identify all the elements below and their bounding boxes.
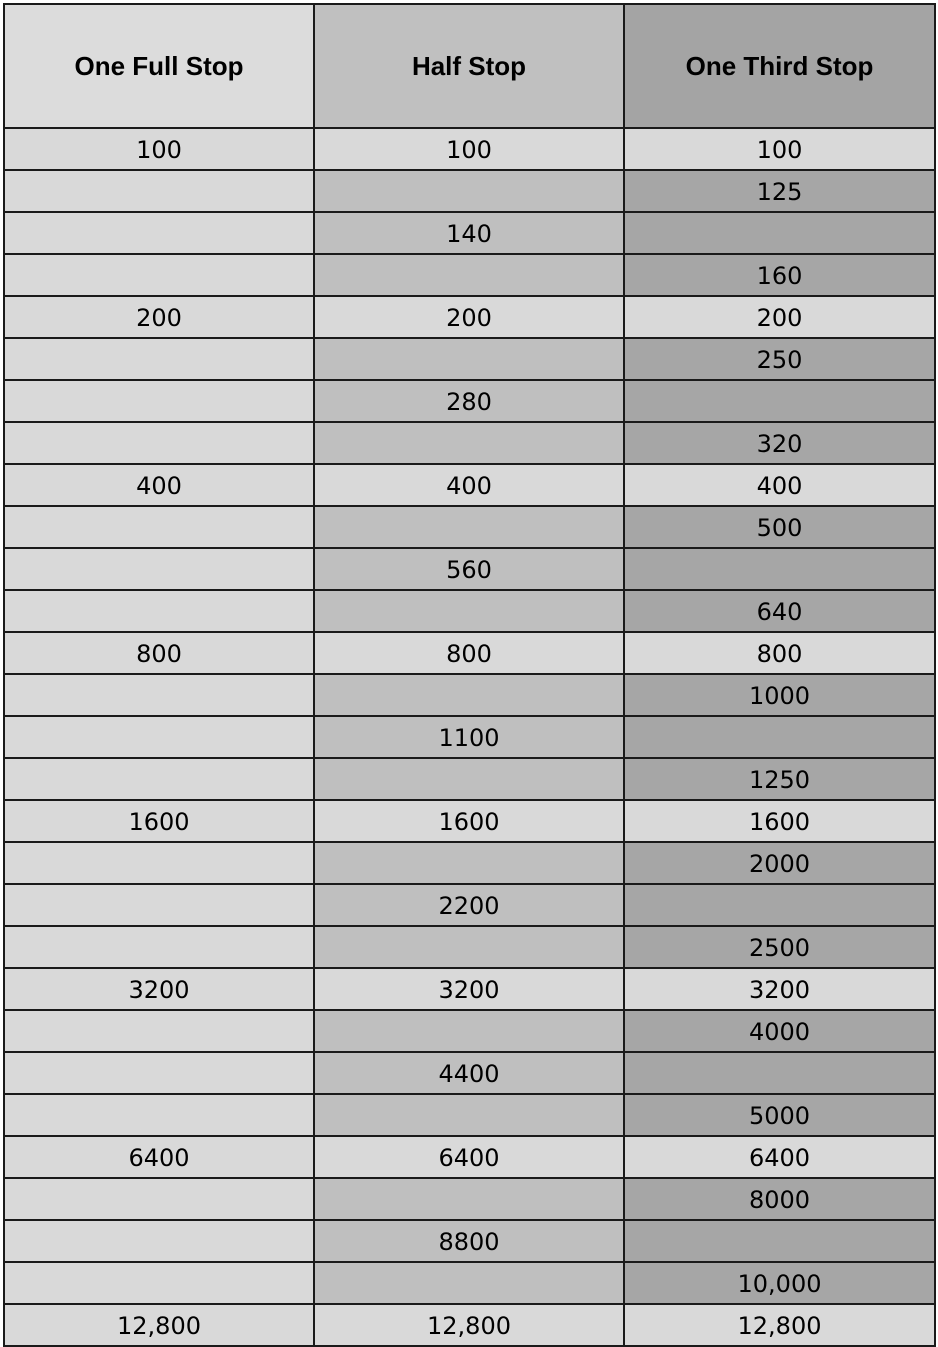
cell-one-full-stop xyxy=(4,506,314,548)
cell-one-full-stop: 100 xyxy=(4,128,314,170)
cell-half-stop xyxy=(314,1010,624,1052)
table-row xyxy=(4,380,935,422)
table-row xyxy=(4,1178,935,1220)
header-one-third-stop: One Third Stop xyxy=(624,4,935,128)
table-row xyxy=(4,254,935,296)
cell-half-stop xyxy=(314,170,624,212)
cell-half-stop: 100 xyxy=(314,128,624,170)
iso-stop-table xyxy=(3,3,936,1347)
table-row xyxy=(4,1052,935,1094)
cell-one-full-stop xyxy=(4,548,314,590)
cell-one-full-stop xyxy=(4,1262,314,1304)
cell-one-full-stop xyxy=(4,422,314,464)
cell-one-third-stop: 125 xyxy=(624,170,935,212)
cell-half-stop: 3200 xyxy=(314,968,624,1010)
cell-one-third-stop: 640 xyxy=(624,590,935,632)
cell-one-full-stop xyxy=(4,842,314,884)
cell-half-stop xyxy=(314,926,624,968)
cell-one-full-stop: 3200 xyxy=(4,968,314,1010)
cell-one-third-stop: 200 xyxy=(624,296,935,338)
cell-one-full-stop xyxy=(4,380,314,422)
header-row xyxy=(4,4,935,128)
cell-one-third-stop xyxy=(624,548,935,590)
table-row xyxy=(4,842,935,884)
cell-half-stop xyxy=(314,758,624,800)
cell-one-third-stop: 4000 xyxy=(624,1010,935,1052)
cell-one-third-stop: 320 xyxy=(624,422,935,464)
cell-one-third-stop: 1600 xyxy=(624,800,935,842)
cell-one-full-stop xyxy=(4,884,314,926)
cell-one-third-stop xyxy=(624,1220,935,1262)
cell-one-third-stop: 500 xyxy=(624,506,935,548)
cell-half-stop: 1100 xyxy=(314,716,624,758)
cell-half-stop: 8800 xyxy=(314,1220,624,1262)
cell-half-stop xyxy=(314,1262,624,1304)
table-row xyxy=(4,1220,935,1262)
cell-half-stop: 560 xyxy=(314,548,624,590)
cell-one-full-stop: 400 xyxy=(4,464,314,506)
cell-one-full-stop: 6400 xyxy=(4,1136,314,1178)
cell-one-third-stop: 3200 xyxy=(624,968,935,1010)
cell-one-full-stop xyxy=(4,338,314,380)
table-row xyxy=(4,506,935,548)
cell-one-third-stop: 5000 xyxy=(624,1094,935,1136)
table-row xyxy=(4,800,935,842)
cell-half-stop xyxy=(314,674,624,716)
table-row xyxy=(4,1010,935,1052)
table-row xyxy=(4,674,935,716)
table-row xyxy=(4,968,935,1010)
cell-half-stop xyxy=(314,1094,624,1136)
cell-one-third-stop xyxy=(624,884,935,926)
cell-one-third-stop xyxy=(624,716,935,758)
cell-one-third-stop: 400 xyxy=(624,464,935,506)
cell-one-full-stop xyxy=(4,758,314,800)
table-row xyxy=(4,884,935,926)
cell-half-stop: 2200 xyxy=(314,884,624,926)
cell-half-stop: 4400 xyxy=(314,1052,624,1094)
table-row xyxy=(4,590,935,632)
cell-half-stop: 1600 xyxy=(314,800,624,842)
table-row xyxy=(4,170,935,212)
table-row xyxy=(4,548,935,590)
table-row xyxy=(4,716,935,758)
cell-one-third-stop: 1000 xyxy=(624,674,935,716)
cell-one-full-stop xyxy=(4,716,314,758)
cell-one-third-stop xyxy=(624,212,935,254)
cell-half-stop: 280 xyxy=(314,380,624,422)
cell-one-third-stop: 12,800 xyxy=(624,1304,935,1346)
cell-half-stop: 200 xyxy=(314,296,624,338)
header-one-full-stop: One Full Stop xyxy=(4,4,314,128)
table-row xyxy=(4,296,935,338)
cell-half-stop xyxy=(314,842,624,884)
cell-one-full-stop: 1600 xyxy=(4,800,314,842)
cell-one-full-stop xyxy=(4,674,314,716)
table-row xyxy=(4,1262,935,1304)
table-row xyxy=(4,1304,935,1346)
table-header xyxy=(4,4,935,128)
header-half-stop: Half Stop xyxy=(314,4,624,128)
cell-half-stop xyxy=(314,1178,624,1220)
table-row xyxy=(4,1094,935,1136)
table-body xyxy=(4,128,935,1346)
cell-one-full-stop xyxy=(4,212,314,254)
cell-half-stop: 6400 xyxy=(314,1136,624,1178)
cell-one-third-stop: 800 xyxy=(624,632,935,674)
table-row xyxy=(4,758,935,800)
cell-one-full-stop: 12,800 xyxy=(4,1304,314,1346)
cell-one-full-stop xyxy=(4,254,314,296)
cell-one-third-stop: 8000 xyxy=(624,1178,935,1220)
cell-one-full-stop xyxy=(4,1052,314,1094)
cell-one-third-stop xyxy=(624,380,935,422)
table-row xyxy=(4,422,935,464)
cell-one-full-stop xyxy=(4,1178,314,1220)
cell-one-full-stop xyxy=(4,926,314,968)
cell-half-stop: 140 xyxy=(314,212,624,254)
table-row xyxy=(4,632,935,674)
cell-one-full-stop: 800 xyxy=(4,632,314,674)
cell-half-stop xyxy=(314,506,624,548)
table-row xyxy=(4,926,935,968)
cell-one-third-stop: 2000 xyxy=(624,842,935,884)
cell-one-third-stop: 2500 xyxy=(624,926,935,968)
table-row xyxy=(4,1136,935,1178)
cell-one-third-stop: 100 xyxy=(624,128,935,170)
table-row xyxy=(4,464,935,506)
cell-one-full-stop: 200 xyxy=(4,296,314,338)
cell-half-stop: 400 xyxy=(314,464,624,506)
cell-one-full-stop xyxy=(4,170,314,212)
table-row xyxy=(4,212,935,254)
cell-half-stop: 12,800 xyxy=(314,1304,624,1346)
cell-one-third-stop: 1250 xyxy=(624,758,935,800)
table-row xyxy=(4,128,935,170)
cell-one-full-stop xyxy=(4,590,314,632)
cell-half-stop xyxy=(314,338,624,380)
cell-one-third-stop xyxy=(624,1052,935,1094)
cell-one-third-stop: 160 xyxy=(624,254,935,296)
cell-half-stop xyxy=(314,254,624,296)
cell-one-third-stop: 6400 xyxy=(624,1136,935,1178)
cell-half-stop xyxy=(314,590,624,632)
cell-one-full-stop xyxy=(4,1010,314,1052)
cell-one-third-stop: 10,000 xyxy=(624,1262,935,1304)
cell-one-full-stop xyxy=(4,1220,314,1262)
cell-one-third-stop: 250 xyxy=(624,338,935,380)
cell-half-stop: 800 xyxy=(314,632,624,674)
cell-one-full-stop xyxy=(4,1094,314,1136)
iso-stop-table-container xyxy=(3,3,934,1340)
table-row xyxy=(4,338,935,380)
cell-half-stop xyxy=(314,422,624,464)
